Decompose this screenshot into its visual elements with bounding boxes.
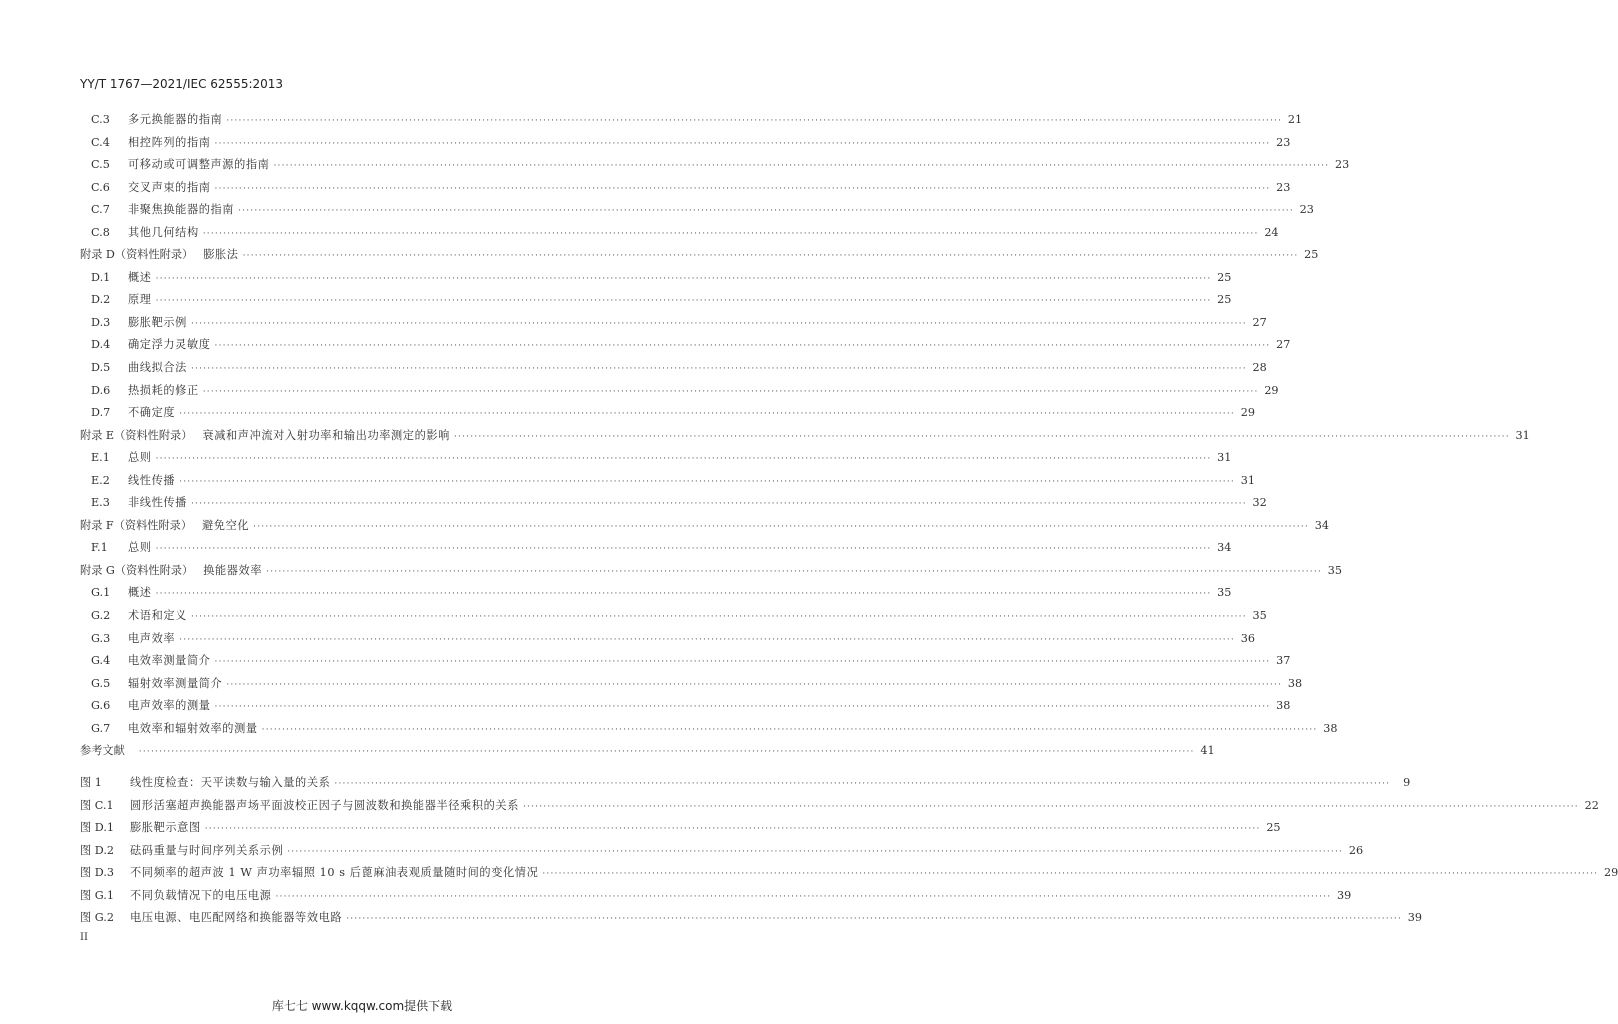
toc-entry-number: 附录 D（资料性附录） xyxy=(80,248,194,262)
dot-leader: ···································································································································································································································································· xyxy=(346,914,1403,925)
toc-entry-page: 24 xyxy=(1264,225,1279,239)
dot-leader: ···································································································································································································································································· xyxy=(138,747,1195,758)
toc-entry-title: 术语和定义 xyxy=(128,609,187,623)
toc-entry[interactable] xyxy=(80,222,1279,245)
dot-leader: ···································································································································································································································································· xyxy=(226,679,1283,690)
toc-entry[interactable] xyxy=(80,907,1423,930)
toc-entry[interactable] xyxy=(80,447,1232,470)
toc-entry-title: 原理 xyxy=(128,293,152,307)
toc-entry-number: E.1 xyxy=(91,451,110,465)
toc-entry-number: 图 D.2 xyxy=(80,843,114,857)
toc-entry[interactable] xyxy=(80,628,1255,651)
toc-entry-title: 交叉声束的指南 xyxy=(128,180,211,194)
toc-entry-number: 图 1 xyxy=(80,776,102,789)
toc-entry-page: 39 xyxy=(1407,911,1423,925)
toc-entry[interactable] xyxy=(80,862,1618,885)
toc-entry-page: 35 xyxy=(1252,609,1267,623)
dot-leader: ···································································································································································································································································· xyxy=(453,431,1510,442)
dot-leader: ···································································································································································································································································· xyxy=(204,824,1261,835)
download-watermark: 库七七 www.kqqw.com提供下载 xyxy=(271,999,453,1013)
toc-entry-number: 附录 F（资料性附录） xyxy=(80,518,193,532)
dot-leader: ···································································································································································································································································· xyxy=(266,566,1322,577)
dot-leader: ···································································································································································································································································· xyxy=(155,454,1212,465)
toc-entry-number: D.6 xyxy=(91,383,111,397)
toc-entry-number: E.2 xyxy=(91,473,110,487)
toc-entry-title: 总则 xyxy=(128,541,152,555)
toc-entry-page: 38 xyxy=(1276,699,1291,713)
toc-entry[interactable] xyxy=(80,109,1303,132)
toc-entry-number: D.4 xyxy=(91,338,111,352)
toc-entry-page: 25 xyxy=(1217,270,1232,284)
toc-entry-page: 23 xyxy=(1335,158,1350,172)
toc-entry-title: 电效率测量简介 xyxy=(128,654,211,668)
toc-entry-number: G.7 xyxy=(91,721,111,735)
dot-leader: ···································································································································································································································································· xyxy=(179,409,1235,420)
toc-entry[interactable] xyxy=(80,515,1329,538)
toc-entry-title: 不同频率的超声波 1 W 声功率辐照 10 s 后蓖麻油表观质量随时间的变化情况 xyxy=(130,866,539,880)
toc-entry-page: 28 xyxy=(1252,361,1267,375)
toc-entry-page: 39 xyxy=(1337,888,1352,902)
toc-entry-title: 膨胀靶示例 xyxy=(128,315,187,329)
toc-entry[interactable] xyxy=(80,289,1232,312)
toc-entry-page: 26 xyxy=(1348,843,1364,857)
toc-entry-number: G.6 xyxy=(91,699,111,713)
toc-entry-number: D.7 xyxy=(91,406,111,420)
document-header: YY/T 1767—2021/IEC 62555:2013 xyxy=(80,77,284,91)
toc-entry-title: 换能器效率 xyxy=(203,563,263,577)
dot-leader: ···································································································································································································································································· xyxy=(242,251,1299,262)
toc-entry-page: 25 xyxy=(1304,248,1319,262)
toc-entry-title: 电效率和辐射效率的测量 xyxy=(128,721,258,735)
toc-entry[interactable] xyxy=(80,582,1232,605)
toc-entry[interactable] xyxy=(80,492,1267,515)
dot-leader: ···································································································································································································································································· xyxy=(287,846,1344,857)
toc-entry-title: 线性传播 xyxy=(128,473,176,487)
toc-entry[interactable] xyxy=(80,795,1599,818)
toc-entry-title: 避免空化 xyxy=(202,518,250,532)
toc-entry-number: 附录 G（资料性附录） xyxy=(80,563,194,577)
toc-entry-number: G.1 xyxy=(91,586,111,600)
toc-entry-number: C.5 xyxy=(91,158,110,172)
toc-entry-page: 23 xyxy=(1276,135,1291,149)
toc-entry-number: C.7 xyxy=(91,203,110,217)
toc-entry[interactable] xyxy=(80,380,1279,403)
toc-entry[interactable] xyxy=(80,718,1338,741)
toc-entry[interactable] xyxy=(80,177,1291,200)
dot-leader: ···································································································································································································································································· xyxy=(226,116,1283,126)
toc-entry-number: D.2 xyxy=(91,293,111,307)
toc-entry-title: 不确定度 xyxy=(128,406,176,420)
toc-entry-number: G.4 xyxy=(91,654,111,668)
toc-entry[interactable] xyxy=(80,244,1319,267)
toc-entry-number: C.6 xyxy=(91,180,110,194)
page-number: II xyxy=(80,932,88,943)
toc-entry-title: 电声效率的测量 xyxy=(128,699,211,713)
toc-entry-page: 41 xyxy=(1200,744,1215,758)
toc-entry-number: G.5 xyxy=(91,676,111,690)
toc-entry[interactable] xyxy=(80,132,1291,155)
toc-entry-title: 非聚焦换能器的指南 xyxy=(128,203,235,217)
toc-entry-page: 31 xyxy=(1240,473,1255,487)
toc-entry-title: 圆形活塞超声换能器声场平面波校正因子与圆波数和换能器半径乘积的关系 xyxy=(130,798,519,812)
toc-entry[interactable] xyxy=(80,817,1281,840)
toc-entry-number: D.5 xyxy=(91,361,111,375)
toc-entry-number: 参考文献 xyxy=(80,744,125,758)
dot-leader: ···································································································································································································································································· xyxy=(179,476,1235,487)
dot-leader: ···································································································································································································································································· xyxy=(190,499,1247,510)
toc-entry-page: 25 xyxy=(1266,821,1281,835)
toc-entry-page: 22 xyxy=(1584,798,1599,812)
toc-entry-page: 31 xyxy=(1217,451,1232,465)
toc-entry-title: 多元换能器的指南 xyxy=(128,113,223,126)
toc-entry[interactable] xyxy=(80,425,1530,448)
toc-entry-title: 概述 xyxy=(128,586,152,600)
dot-leader: ···································································································································································································································································· xyxy=(179,634,1235,645)
dot-leader: ···································································································································································································································································· xyxy=(214,138,1271,149)
toc-entry-title: 膨胀靶示意图 xyxy=(130,821,201,835)
dot-leader: ···································································································································································································································································· xyxy=(202,386,1259,397)
toc-entry-title: 辐射效率测量简介 xyxy=(128,676,223,690)
toc-entry-title: 总则 xyxy=(128,451,152,465)
toc-entry-page: 29 xyxy=(1603,866,1618,880)
toc-entry[interactable] xyxy=(80,357,1267,380)
toc-entry-title: 不同负载情况下的电压电源 xyxy=(130,888,272,902)
toc-entry[interactable] xyxy=(80,154,1350,177)
toc-entry-number: 图 D.3 xyxy=(80,866,114,880)
dot-leader: ···································································································································································································································································· xyxy=(542,869,1599,880)
toc-entry-number: 附录 E（资料性附录） xyxy=(80,428,193,442)
toc-entry[interactable] xyxy=(80,740,1215,763)
dot-leader: ···································································································································································································································································· xyxy=(190,318,1247,329)
toc-entry[interactable] xyxy=(80,199,1314,222)
toc-entry-page: 38 xyxy=(1323,721,1338,735)
toc-entry-page: 34 xyxy=(1314,518,1329,532)
toc-entry[interactable] xyxy=(80,772,1411,795)
toc-entry-title: 砝码重量与时间序列关系示例 xyxy=(130,843,284,857)
toc-entry-page: 23 xyxy=(1276,180,1291,194)
toc-entry[interactable] xyxy=(80,402,1255,425)
toc-entry[interactable] xyxy=(80,267,1232,290)
dot-leader: ···································································································································································································································································· xyxy=(238,206,1294,217)
toc-entry-page: 35 xyxy=(1327,563,1342,577)
dot-leader: ···································································································································································································································································· xyxy=(214,341,1271,352)
list-of-figures xyxy=(80,772,1618,930)
dot-leader: ···································································································································································································································································· xyxy=(253,521,1309,532)
toc-entry-title: 电声效率 xyxy=(128,631,176,645)
toc-entry-number: 图 C.1 xyxy=(80,798,114,812)
toc-entry-number: D.1 xyxy=(91,270,111,284)
toc-entry-number: F.1 xyxy=(91,541,108,555)
toc-entry-page: 34 xyxy=(1217,541,1232,555)
toc-entry-page: 29 xyxy=(1240,406,1255,420)
toc-entry-title: 电压电源、电匹配网络和换能器等效电路 xyxy=(130,911,343,925)
toc-entry-number: C.3 xyxy=(91,113,110,126)
toc-entry-page: 27 xyxy=(1252,315,1267,329)
toc-entry-title: 相控阵列的指南 xyxy=(128,135,211,149)
dot-leader: ···································································································································································································································································· xyxy=(155,544,1212,555)
toc-entry[interactable] xyxy=(80,673,1303,696)
toc-entry[interactable] xyxy=(80,885,1352,908)
toc-entry-page: 37 xyxy=(1276,654,1291,668)
toc-entry-title: 可移动或可调整声源的指南 xyxy=(128,158,270,172)
dot-leader: ···································································································································································································································································· xyxy=(155,296,1212,307)
toc-entry-page: 29 xyxy=(1264,383,1279,397)
dot-leader: ···································································································································································································································································· xyxy=(202,228,1259,239)
toc-entry[interactable] xyxy=(80,560,1342,583)
toc-entry-number: D.3 xyxy=(91,315,111,329)
toc-entry-title: 膨胀法 xyxy=(203,248,239,262)
toc-entry-number: C.8 xyxy=(91,225,110,239)
toc-entry-title: 线性度检查：天平读数与输入量的关系 xyxy=(130,776,331,789)
toc-entry-number: E.3 xyxy=(91,496,110,510)
dot-leader: ···································································································································································································································································· xyxy=(273,161,1330,172)
dot-leader: ···································································································································································································································································· xyxy=(155,273,1212,284)
dot-leader: ···································································································································································································································································· xyxy=(261,724,1318,735)
toc-entry-title: 非线性传播 xyxy=(128,496,187,510)
dot-leader: ···································································································································································································································································· xyxy=(155,589,1212,600)
toc-entry-page: 9 xyxy=(1403,776,1411,789)
toc-entry-title: 衰减和声冲流对入射功率和输出功率测定的影响 xyxy=(202,428,450,442)
toc-entry[interactable] xyxy=(80,650,1291,673)
toc-entry[interactable] xyxy=(80,470,1255,493)
toc-entry[interactable] xyxy=(80,695,1291,718)
toc-entry-title: 其他几何结构 xyxy=(128,225,199,239)
toc-entry-number: 图 G.2 xyxy=(80,911,114,925)
toc-entry[interactable] xyxy=(80,840,1364,863)
toc-entry-title: 曲线拟合法 xyxy=(128,361,187,375)
toc-entry-page: 21 xyxy=(1287,113,1303,126)
toc-entry-page: 36 xyxy=(1240,631,1255,645)
toc-entry[interactable] xyxy=(80,312,1267,335)
dot-leader: ···································································································································································································································································· xyxy=(190,364,1247,375)
toc-entry-title: 概述 xyxy=(128,270,152,284)
toc-entry[interactable] xyxy=(80,537,1232,560)
toc-entry-number: C.4 xyxy=(91,135,110,149)
toc-entry-number: 图 D.1 xyxy=(80,821,114,835)
dot-leader: ···································································································································································································································································· xyxy=(214,183,1271,194)
toc-entry[interactable] xyxy=(80,605,1267,628)
toc-entry-page: 35 xyxy=(1217,586,1232,600)
toc-entry-title: 确定浮力灵敏度 xyxy=(128,338,211,352)
toc-entry-page: 25 xyxy=(1217,293,1232,307)
dot-leader: ···································································································································································································································································· xyxy=(334,779,1391,789)
dot-leader: ···································································································································································································································································· xyxy=(190,612,1247,623)
table-of-contents xyxy=(80,109,1530,763)
toc-entry-page: 38 xyxy=(1287,676,1303,690)
toc-entry-page: 32 xyxy=(1252,496,1267,510)
dot-leader: ···································································································································································································································································· xyxy=(214,702,1271,713)
toc-entry-page: 31 xyxy=(1515,428,1530,442)
toc-entry-number: 图 G.1 xyxy=(80,888,114,902)
toc-entry-number: G.3 xyxy=(91,631,111,645)
dot-leader: ···································································································································································································································································· xyxy=(523,801,1579,812)
dot-leader: ···································································································································································································································································· xyxy=(275,891,1332,902)
dot-leader: ···································································································································································································································································· xyxy=(214,657,1271,668)
toc-entry-page: 27 xyxy=(1276,338,1291,352)
toc-entry-title: 热损耗的修正 xyxy=(128,383,199,397)
toc-entry[interactable] xyxy=(80,334,1291,357)
toc-entry-page: 23 xyxy=(1299,203,1314,217)
toc-entry-number: G.2 xyxy=(91,609,111,623)
